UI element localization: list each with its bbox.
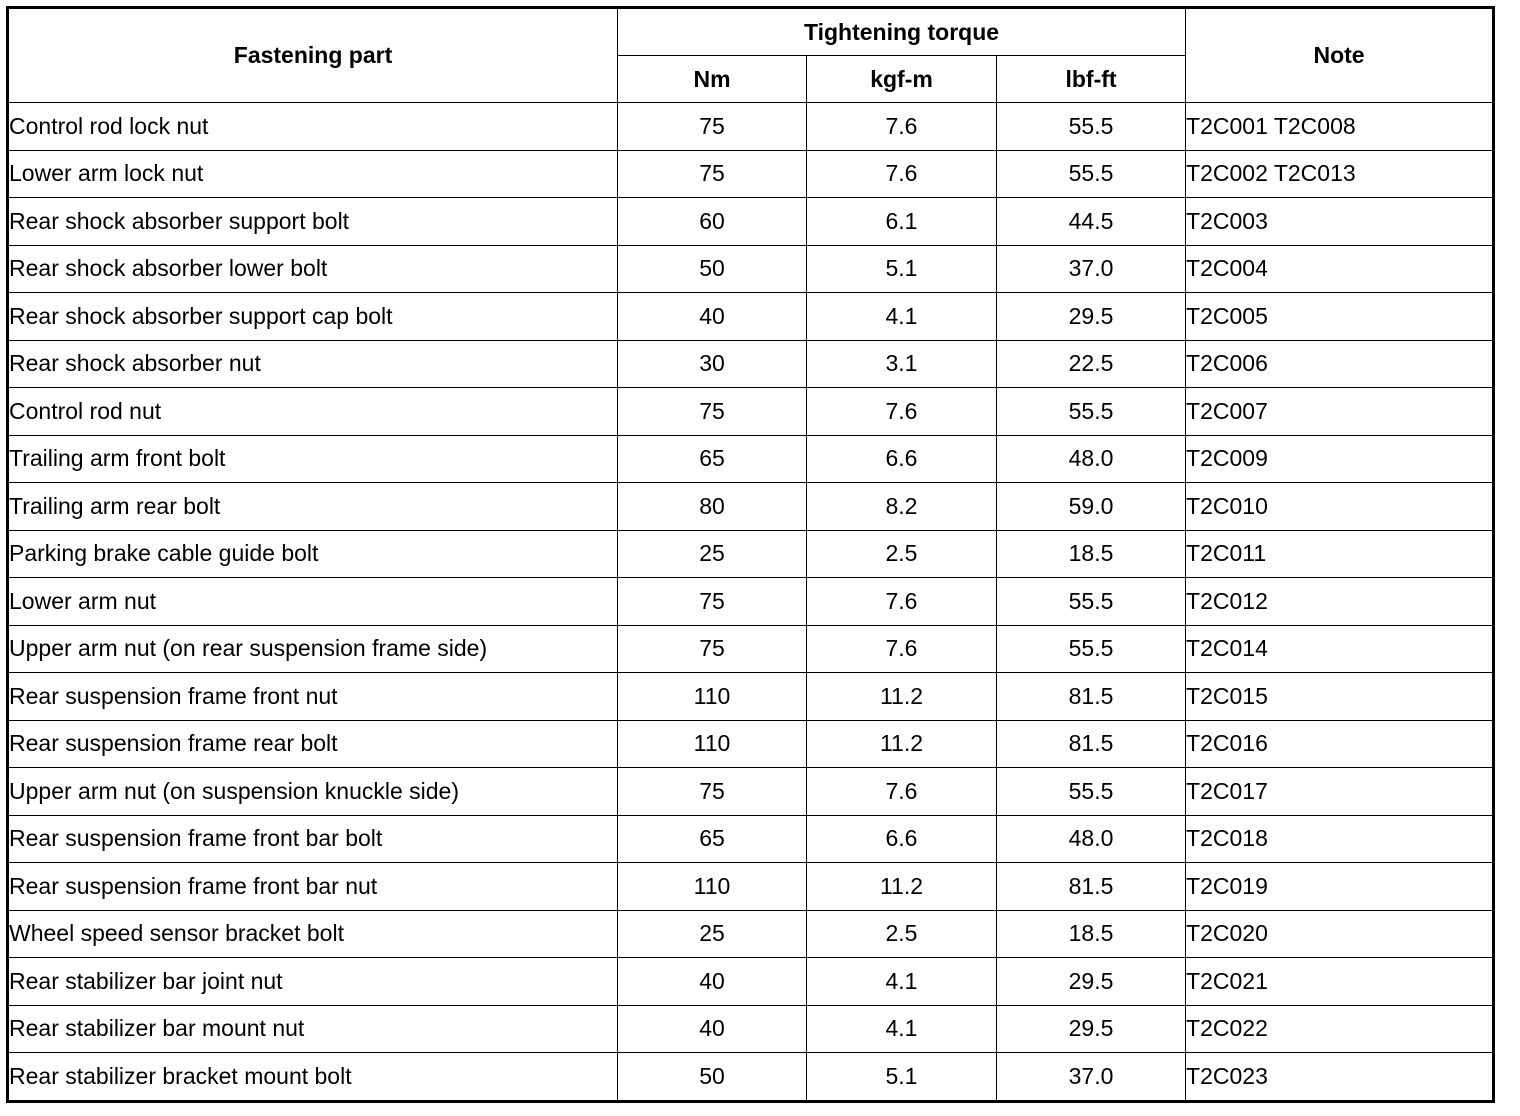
cell-torque-lbfft: 55.5 [997,103,1186,151]
table-row [8,958,1494,1006]
cell-note: T2C023 [1186,1053,1494,1102]
cell-torque-nm: 25 [618,910,807,958]
cell-torque-nm: 80 [618,483,807,531]
cell-fastening-part: Rear stabilizer bracket mount bolt [8,1053,618,1102]
cell-torque-lbfft: 55.5 [997,150,1186,198]
cell-torque-kgfm: 7.6 [807,388,997,436]
header-unit-lbfft: lbf-ft [997,56,1186,103]
table-row [8,720,1494,768]
cell-torque-nm: 65 [618,435,807,483]
cell-torque-lbfft: 22.5 [997,340,1186,388]
cell-fastening-part: Rear suspension frame front nut [8,673,618,721]
cell-note: T2C020 [1186,910,1494,958]
cell-torque-nm: 50 [618,245,807,293]
cell-torque-kgfm: 11.2 [807,720,997,768]
cell-torque-kgfm: 5.1 [807,245,997,293]
cell-fastening-part: Rear shock absorber lower bolt [8,245,618,293]
cell-fastening-part: Lower arm nut [8,578,618,626]
cell-note: T2C019 [1186,863,1494,911]
cell-torque-kgfm: 6.1 [807,198,997,246]
table-row [8,1053,1494,1102]
table-row [8,530,1494,578]
cell-torque-nm: 25 [618,530,807,578]
cell-note: T2C003 [1186,198,1494,246]
cell-fastening-part: Control rod lock nut [8,103,618,151]
cell-torque-nm: 110 [618,863,807,911]
cell-torque-lbfft: 48.0 [997,435,1186,483]
table-row [8,673,1494,721]
cell-note: T2C017 [1186,768,1494,816]
cell-torque-lbfft: 81.5 [997,863,1186,911]
cell-fastening-part: Trailing arm front bolt [8,435,618,483]
cell-torque-lbfft: 37.0 [997,1053,1186,1102]
cell-torque-lbfft: 48.0 [997,815,1186,863]
table-row [8,768,1494,816]
cell-note: T2C006 [1186,340,1494,388]
table-row [8,198,1494,246]
cell-fastening-part: Parking brake cable guide bolt [8,530,618,578]
table-row [8,815,1494,863]
cell-torque-nm: 75 [618,388,807,436]
cell-torque-nm: 110 [618,673,807,721]
cell-torque-kgfm: 6.6 [807,815,997,863]
table-row [8,103,1494,151]
cell-note: T2C012 [1186,578,1494,626]
torque-spec-table [6,6,1495,1103]
cell-fastening-part: Rear shock absorber support bolt [8,198,618,246]
cell-torque-nm: 75 [618,103,807,151]
cell-torque-lbfft: 29.5 [997,293,1186,341]
cell-fastening-part: Rear shock absorber support cap bolt [8,293,618,341]
cell-note: T2C014 [1186,625,1494,673]
cell-torque-kgfm: 4.1 [807,1005,997,1053]
cell-note: T2C005 [1186,293,1494,341]
cell-torque-kgfm: 8.2 [807,483,997,531]
table-row [8,1005,1494,1053]
cell-torque-kgfm: 3.1 [807,340,997,388]
cell-torque-kgfm: 2.5 [807,910,997,958]
cell-fastening-part: Rear suspension frame rear bolt [8,720,618,768]
cell-note: T2C018 [1186,815,1494,863]
header-tightening-torque: Tightening torque [618,8,1186,56]
table-row [8,483,1494,531]
table-header [8,8,1494,103]
cell-torque-nm: 50 [618,1053,807,1102]
cell-fastening-part: Upper arm nut (on suspension knuckle side) [8,768,618,816]
header-fastening-part: Fastening part [8,8,618,103]
table-row [8,340,1494,388]
cell-torque-kgfm: 7.6 [807,103,997,151]
cell-torque-kgfm: 4.1 [807,958,997,1006]
header-unit-kgfm: kgf-m [807,56,997,103]
cell-torque-kgfm: 7.6 [807,625,997,673]
cell-torque-lbfft: 29.5 [997,958,1186,1006]
table-row [8,578,1494,626]
cell-torque-lbfft: 55.5 [997,578,1186,626]
cell-torque-kgfm: 6.6 [807,435,997,483]
cell-note: T2C002 T2C013 [1186,150,1494,198]
cell-fastening-part: Rear suspension frame front bar nut [8,863,618,911]
cell-note: T2C009 [1186,435,1494,483]
cell-torque-kgfm: 11.2 [807,863,997,911]
cell-note: T2C011 [1186,530,1494,578]
cell-fastening-part: Lower arm lock nut [8,150,618,198]
cell-torque-lbfft: 37.0 [997,245,1186,293]
cell-torque-lbfft: 55.5 [997,768,1186,816]
cell-torque-kgfm: 7.6 [807,578,997,626]
cell-torque-lbfft: 81.5 [997,720,1186,768]
cell-note: T2C007 [1186,388,1494,436]
cell-torque-nm: 65 [618,815,807,863]
table-body [8,103,1494,1102]
cell-torque-lbfft: 81.5 [997,673,1186,721]
cell-torque-nm: 30 [618,340,807,388]
cell-torque-lbfft: 55.5 [997,388,1186,436]
cell-torque-nm: 75 [618,768,807,816]
cell-torque-lbfft: 29.5 [997,1005,1186,1053]
cell-torque-nm: 40 [618,958,807,1006]
cell-fastening-part: Control rod nut [8,388,618,436]
header-note: Note [1186,8,1494,103]
cell-torque-lbfft: 44.5 [997,198,1186,246]
cell-torque-nm: 75 [618,578,807,626]
cell-note: T2C021 [1186,958,1494,1006]
cell-note: T2C016 [1186,720,1494,768]
cell-torque-lbfft: 55.5 [997,625,1186,673]
cell-note: T2C004 [1186,245,1494,293]
cell-note: T2C001 T2C008 [1186,103,1494,151]
cell-torque-lbfft: 18.5 [997,530,1186,578]
cell-note: T2C015 [1186,673,1494,721]
cell-torque-nm: 60 [618,198,807,246]
header-unit-nm: Nm [618,56,807,103]
cell-torque-nm: 40 [618,1005,807,1053]
table-row [8,863,1494,911]
cell-fastening-part: Rear shock absorber nut [8,340,618,388]
cell-note: T2C022 [1186,1005,1494,1053]
cell-torque-lbfft: 18.5 [997,910,1186,958]
table-row [8,625,1494,673]
cell-torque-lbfft: 59.0 [997,483,1186,531]
table-row [8,435,1494,483]
cell-torque-nm: 75 [618,150,807,198]
cell-fastening-part: Rear stabilizer bar joint nut [8,958,618,1006]
cell-fastening-part: Wheel speed sensor bracket bolt [8,910,618,958]
table-row [8,388,1494,436]
cell-torque-kgfm: 2.5 [807,530,997,578]
cell-torque-kgfm: 4.1 [807,293,997,341]
cell-torque-kgfm: 5.1 [807,1053,997,1102]
cell-fastening-part: Upper arm nut (on rear suspension frame side) [8,625,618,673]
table-row [8,245,1494,293]
cell-torque-kgfm: 7.6 [807,150,997,198]
cell-fastening-part: Rear stabilizer bar mount nut [8,1005,618,1053]
table-row [8,910,1494,958]
cell-fastening-part: Rear suspension frame front bar bolt [8,815,618,863]
cell-torque-nm: 40 [618,293,807,341]
cell-torque-nm: 75 [618,625,807,673]
table-row [8,150,1494,198]
cell-torque-kgfm: 11.2 [807,673,997,721]
cell-fastening-part: Trailing arm rear bolt [8,483,618,531]
cell-torque-nm: 110 [618,720,807,768]
table-row [8,293,1494,341]
cell-torque-kgfm: 7.6 [807,768,997,816]
cell-note: T2C010 [1186,483,1494,531]
